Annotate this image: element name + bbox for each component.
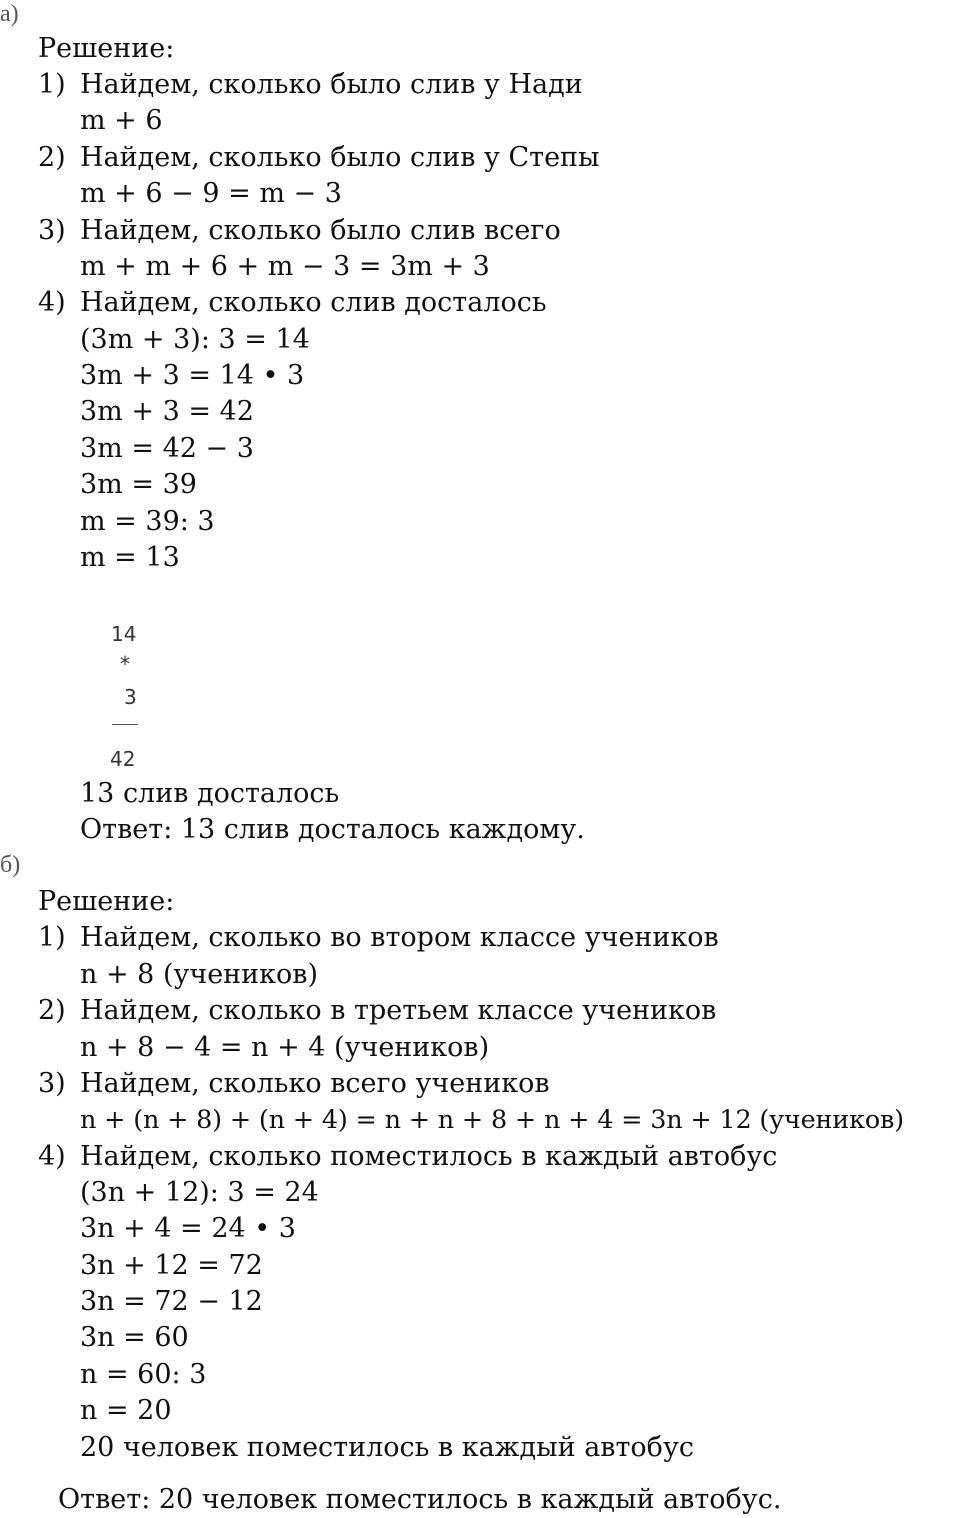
step-text: Найдем, сколько во втором классе учеников xyxy=(80,922,719,953)
part-b-step-3 xyxy=(38,1066,550,1102)
part-b-step-4-expr: (3n + 12): 3 = 24 xyxy=(80,1177,319,1208)
part-a-step-4-expr: m = 13 xyxy=(80,542,180,573)
part-b-step-3-expr: n + (n + 8) + (n + 4) = n + n + 8 + n + 4 = 3n + 12 (учеников) xyxy=(80,1105,904,1135)
part-b-label: б) xyxy=(0,852,21,878)
part-a-step-3-expr: m + m + 6 + m − 3 = 3m + 3 xyxy=(80,251,490,282)
part-a-answer: Ответ: 13 слив досталось каждому. xyxy=(80,814,585,845)
column-calc-bottom: 3 xyxy=(124,685,137,709)
part-b-conclusion: 20 человек поместилось в каждый автобус xyxy=(80,1432,694,1463)
part-a-step-1-expr: m + 6 xyxy=(80,105,163,136)
part-b-step-4-expr: 3n + 12 = 72 xyxy=(80,1250,263,1281)
step-number: 2) xyxy=(38,142,66,173)
part-a-step-4-expr: 3m = 42 − 3 xyxy=(80,433,254,464)
part-b-step-2 xyxy=(38,993,716,1029)
part-a-step-4-expr: (3m + 3): 3 = 14 xyxy=(80,324,310,355)
step-text: Найдем, сколько всего учеников xyxy=(80,1068,550,1099)
column-calc-divider xyxy=(112,724,138,725)
part-a-label: а) xyxy=(0,1,19,27)
part-a-step-1 xyxy=(38,67,583,103)
part-b-step-1 xyxy=(38,920,719,956)
column-calc-result: 42 xyxy=(110,747,136,771)
step-number: 1) xyxy=(38,69,66,100)
part-b-step-4-expr: 3n + 4 = 24 • 3 xyxy=(80,1213,296,1244)
part-b-step-4 xyxy=(38,1139,777,1175)
step-number: 3) xyxy=(38,215,66,246)
part-a-step-2-expr: m + 6 − 9 = m − 3 xyxy=(80,178,342,209)
step-number: 4) xyxy=(38,287,66,318)
step-number: 2) xyxy=(38,995,66,1026)
part-b-step-4-expr: n = 60: 3 xyxy=(80,1359,207,1390)
step-number: 4) xyxy=(38,1141,66,1172)
part-a-step-2 xyxy=(38,140,600,176)
part-b-step-4-expr: 3n = 60 xyxy=(80,1322,189,1353)
part-a-step-4-expr: m = 39: 3 xyxy=(80,506,215,537)
part-a-step-4-expr: 3m = 39 xyxy=(80,469,197,500)
step-text: Найдем, сколько слив досталось xyxy=(80,287,547,318)
column-calc-top: 14 xyxy=(111,622,137,646)
part-b-step-1-expr: n + 8 (учеников) xyxy=(80,959,319,990)
part-a-conclusion: 13 слив досталось xyxy=(80,778,340,809)
column-calc-operator: * xyxy=(120,652,130,676)
part-a-step-4-expr: 3m + 3 = 42 xyxy=(80,396,254,427)
part-a-step-4-expr: 3m + 3 = 14 • 3 xyxy=(80,360,305,391)
part-b-answer: Ответ: 20 человек поместилось в каждый автобус. xyxy=(58,1484,782,1515)
part-b-heading: Решение: xyxy=(38,886,175,917)
step-text: Найдем, сколько поместилось в каждый автобус xyxy=(80,1141,778,1172)
part-b-step-2-expr: n + 8 − 4 = n + 4 (учеников) xyxy=(80,1032,490,1063)
part-b-step-4-expr: 3n = 72 − 12 xyxy=(80,1286,263,1317)
step-number: 3) xyxy=(38,1068,66,1099)
part-a-heading: Решение: xyxy=(38,33,175,64)
part-a-step-3 xyxy=(38,213,561,249)
step-text: Найдем, сколько было слив всего xyxy=(80,215,561,246)
step-text: Найдем, сколько было слив у Степы xyxy=(80,142,600,173)
step-text: Найдем, сколько в третьем классе учеников xyxy=(80,995,717,1026)
part-a-step-4 xyxy=(38,285,547,321)
part-b-step-4-expr: n = 20 xyxy=(80,1395,172,1426)
step-text: Найдем, сколько было слив у Нади xyxy=(80,69,583,100)
step-number: 1) xyxy=(38,922,66,953)
